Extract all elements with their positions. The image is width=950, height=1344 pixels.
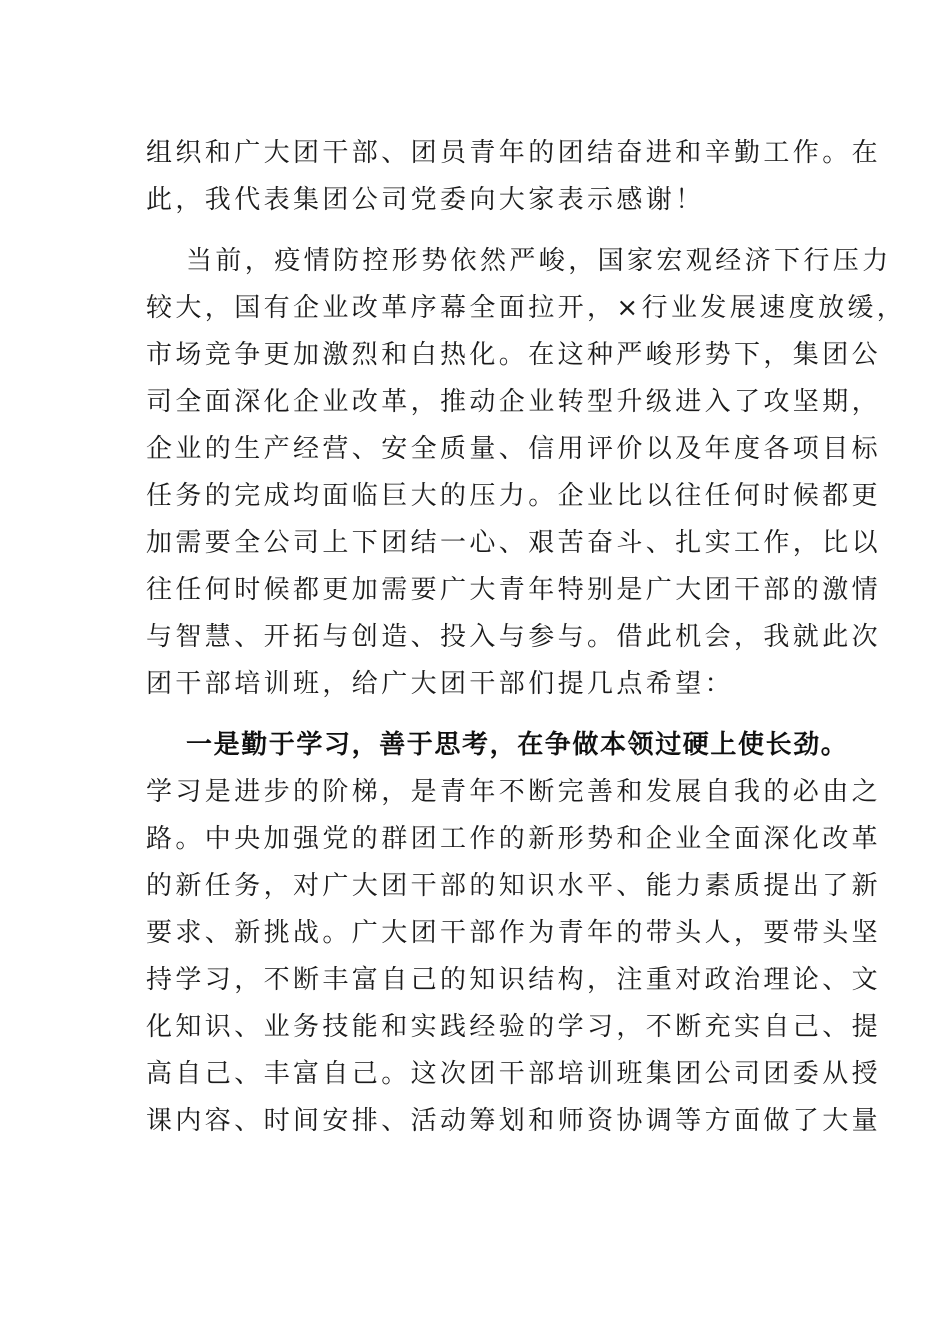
text-line: 企业的生产经营、安全质量、信用评价以及年度各项目标 (146, 434, 882, 464)
text-line: 与智慧、开拓与创造、投入与参与。借此机会，我就此次 (146, 622, 882, 652)
text-line: 高自己、丰富自己。这次团干部培训班集团公司团委从授 (146, 1059, 882, 1089)
text-line: 此，我代表集团公司党委向大家表示感谢！ (146, 185, 705, 215)
document-page (146, 130, 907, 1145)
text-line: 要求、新挑战。广大团干部作为青年的带头人，要带头坚 (146, 918, 882, 948)
text-line: 持学习，不断丰富自己的知识结构，注重对政治理论、文 (146, 965, 882, 995)
text-line: 组织和广大团干部、团员青年的团结奋进和辛勤工作。在 (146, 138, 882, 168)
text-line: 加需要全公司上下团结一心、艰苦奋斗、扎实工作，比以 (146, 528, 882, 558)
text-line: 任务的完成均面临巨大的压力。企业比以往任何时候都更 (146, 481, 882, 511)
text-line: 司全面深化企业改革，推动企业转型升级进入了攻坚期， (146, 387, 882, 417)
text-line: 往任何时候都更加需要广大青年特别是广大团干部的激情 (146, 575, 882, 605)
text-line: 较大，国有企业改革序幕全面拉开，×行业发展速度放缓， (146, 293, 907, 323)
paragraph-heading: 一是勤于学习，善于思考，在争做本领过硬上使长劲。 (186, 730, 849, 760)
text-line: 学习是进步的阶梯，是青年不断完善和发展自我的必由之 (146, 777, 882, 807)
text-line: 路。中央加强党的群团工作的新形势和企业全面深化改革 (146, 824, 882, 854)
text-line: 的新任务，对广大团干部的知识水平、能力素质提出了新 (146, 871, 882, 901)
text-line: 课内容、时间安排、活动筹划和师资协调等方面做了大量 (146, 1106, 882, 1136)
text-line: 化知识、业务技能和实践经验的学习，不断充实自己、提 (146, 1012, 882, 1042)
paragraph-2 (146, 238, 907, 708)
paragraph-1 (146, 130, 882, 224)
paragraph-3 (146, 722, 882, 1145)
text-line: 市场竞争更加激烈和白热化。在这种严峻形势下，集团公 (146, 340, 882, 370)
text-line: 团干部培训班，给广大团干部们提几点希望： (146, 669, 735, 699)
text-line: 当前，疫情防控形势依然严峻，国家宏观经济下行压力 (186, 246, 892, 276)
